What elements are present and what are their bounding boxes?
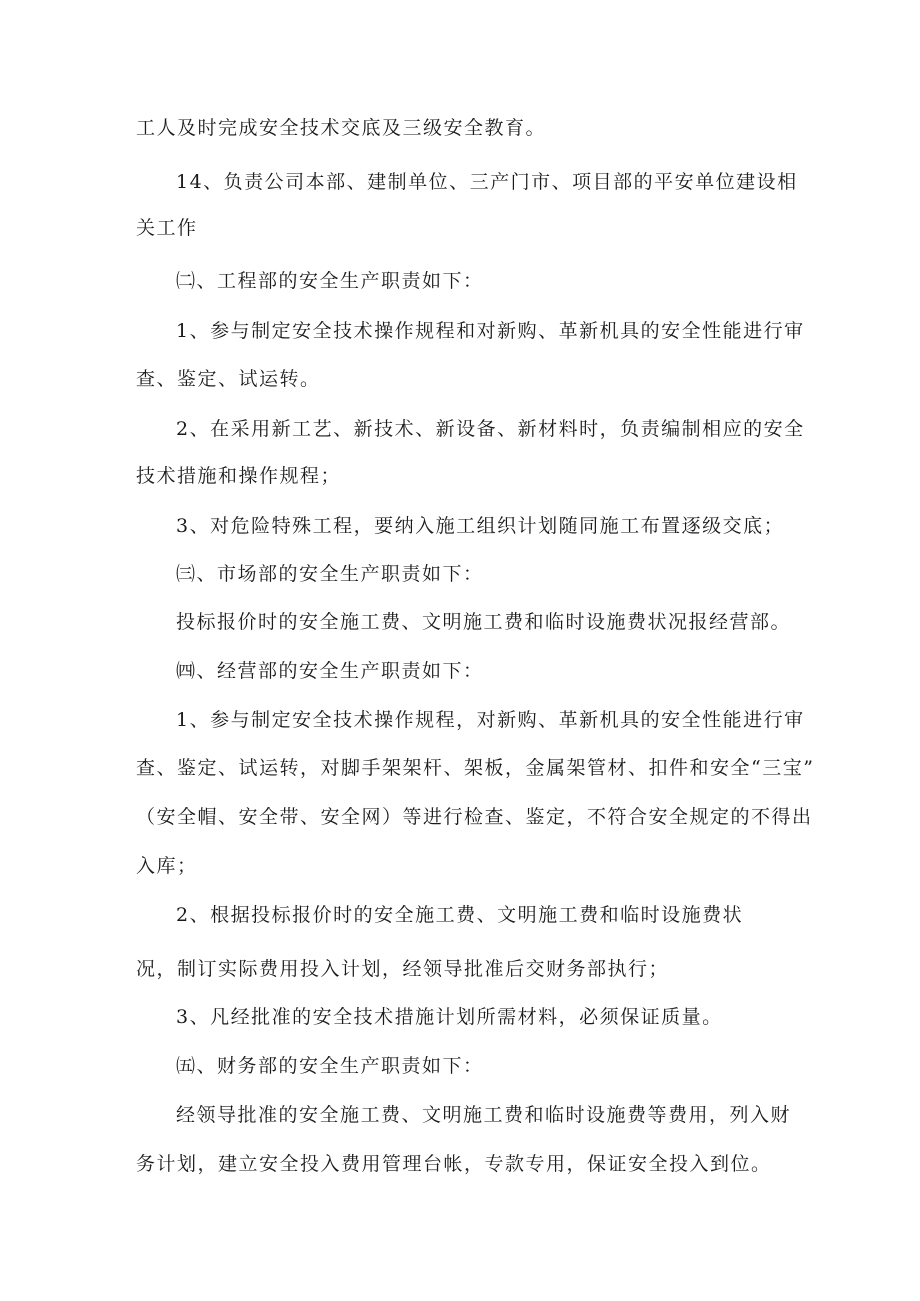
section-heading: ㈣、经营部的安全生产职责如下： [176, 660, 484, 682]
text-line: 1、参与制定安全技术操作规程和对新购、革新机具的安全性能进行审 [176, 320, 805, 342]
section-heading: ㈡、工程部的安全生产职责如下： [176, 270, 484, 292]
text-line: 经领导批准的安全施工费、文明施工费和临时设施费等费用，列入财 [176, 1104, 792, 1126]
text-line: 工人及时完成安全技术交底及三级安全教育。 [136, 117, 547, 139]
text-line: 查、鉴定、试运转，对脚手架架杆、架板，金属架管材、扣件和安全“三宝” [136, 757, 815, 779]
text-line: 投标报价时的安全施工费、文明施工费和临时设施费状况报经营部。 [176, 611, 792, 633]
text-line: 2、在采用新工艺、新技术、新设备、新材料时，负责编制相应的安全 [176, 418, 805, 440]
text-line: 务计划，建立安全投入费用管理台帐，专款专用，保证安全投入到位。 [136, 1153, 772, 1175]
text-line: 技术措施和操作规程； [136, 465, 342, 487]
section-heading: ㈢、市场部的安全生产职责如下： [176, 563, 484, 585]
text-line: 2、根据投标报价时的安全施工费、文明施工费和临时设施费状 [176, 904, 744, 926]
text-line: 1、参与制定安全技术操作规程，对新购、革新机具的安全性能进行审 [176, 709, 805, 731]
text-line: 14、负责公司本部、建制单位、三产门市、项目部的平安单位建设相 [176, 171, 798, 193]
text-line: 况，制订实际费用投入计划，经领导批准后交财务部执行； [136, 958, 670, 980]
text-line: 关工作 [136, 217, 198, 239]
text-line: 3、凡经批准的安全技术措施计划所需材料，必须保证质量。 [176, 1006, 723, 1028]
text-line: 入库； [136, 855, 198, 877]
text-line: 3、对危险特殊工程，要纳入施工组织计划随同施工布置逐级交底； [176, 515, 785, 537]
text-line: （安全帽、安全带、安全网）等进行检查、鉴定，不符合安全规定的不得出 [136, 806, 813, 828]
text-line: 查、鉴定、试运转。 [136, 368, 321, 390]
section-heading: ㈤、财务部的安全生产职责如下： [176, 1055, 484, 1077]
